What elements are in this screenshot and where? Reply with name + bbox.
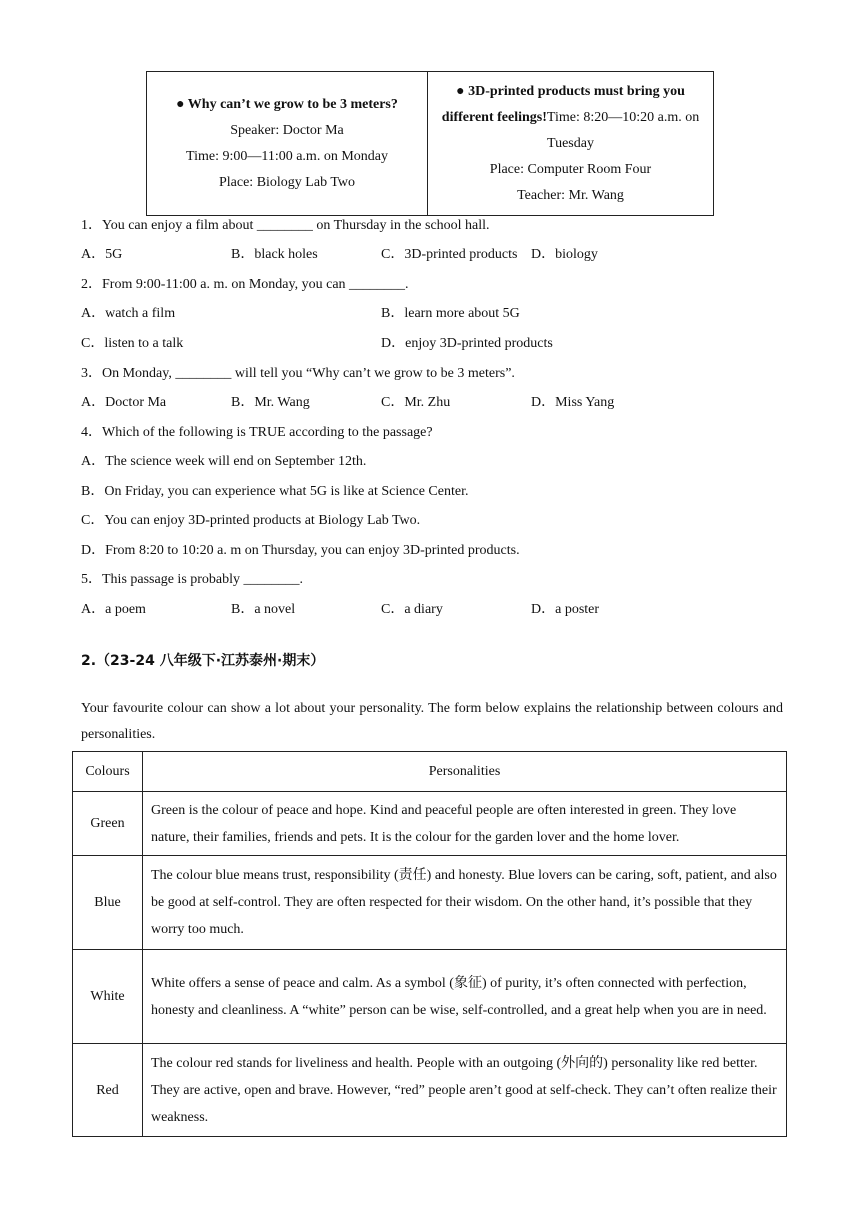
answer-option[interactable]: B．a novel: [231, 602, 296, 617]
answer-option[interactable]: C．Mr. Zhu: [381, 395, 451, 410]
answer-option[interactable]: B．black holes: [231, 247, 318, 262]
table-row: [73, 1044, 787, 1137]
question-stem: 1．You can enjoy a film about ________ on Thursday in the school hall.: [81, 218, 490, 233]
colour-cell: Blue: [73, 856, 143, 950]
answer-option[interactable]: A．5G: [81, 247, 123, 262]
colour-cell: Red: [73, 1044, 143, 1137]
event-cell-talk: [147, 72, 428, 216]
table-row: [73, 950, 787, 1044]
answer-option[interactable]: A．Doctor Ma: [81, 395, 167, 410]
answer-option[interactable]: D．enjoy 3D-printed products: [381, 336, 553, 351]
event-speaker: Speaker: Doctor Ma: [230, 122, 344, 138]
answer-option[interactable]: A．a poem: [81, 602, 146, 617]
event-title: ● 3D-printed products must bring you different feelings!: [441, 83, 685, 125]
personality-cell: Green is the colour of peace and hope. Kind and peaceful people are often interested in green. They love nature, their families, friends and pets. It is the colour for the garden lover and the home lover.: [143, 792, 787, 856]
section-heading: 2.（23-24 八年级下·江苏泰州·期末）: [81, 653, 325, 669]
event-time: Time: 9:00—11:00 a.m. on Monday: [186, 148, 388, 164]
question-stem: 2．From 9:00-11:00 a. m. on Monday, you can ________.: [81, 277, 409, 292]
answer-option[interactable]: C．a diary: [381, 602, 443, 617]
event-place: Place: Computer Room Four: [489, 161, 652, 177]
question-stem: 5．This passage is probably ________.: [81, 572, 304, 587]
column-header: Colours: [73, 752, 143, 792]
event-title: ● Why can’t we grow to be 3 meters?: [176, 96, 398, 112]
table-row: [73, 856, 787, 950]
answer-option[interactable]: D．biology: [531, 247, 598, 262]
answer-option[interactable]: D．Miss Yang: [531, 395, 615, 410]
event-cell-3d: [428, 72, 714, 216]
answer-option[interactable]: C．3D-printed products: [381, 247, 518, 262]
answer-option[interactable]: A．watch a film: [81, 306, 176, 321]
section-intro: Your favourite colour can show a lot about your personality. The form below explains the relationship between colours and personalities.: [81, 701, 783, 742]
answer-option[interactable]: C．You can enjoy 3D-printed products at Biology Lab Two.: [81, 513, 421, 528]
table-header-row: [73, 752, 787, 792]
answer-option[interactable]: B．learn more about 5G: [381, 306, 520, 321]
personality-cell: The colour red stands for liveliness and health. People with an outgoing (外向的) personality like red better. They are active, open and brave. However, “red” people aren’t good at self-check. They can’t often realize their weakness.: [143, 1044, 787, 1137]
table-row: [73, 792, 787, 856]
event-teacher: Teacher: Mr. Wang: [517, 187, 624, 203]
personality-cell: The colour blue means trust, responsibility (责任) and honesty. Blue lovers can be caring, soft, patient, and also be good at self-control. They are often respected for their wisdom. On the other hand, it’s possible that they worry too much.: [143, 856, 787, 950]
event-place: Place: Biology Lab Two: [218, 174, 356, 190]
answer-option[interactable]: C．listen to a talk: [81, 336, 184, 351]
answer-option[interactable]: A．The science week will end on September 12th.: [81, 454, 367, 469]
question-stem: 3．On Monday, ________ will tell you “Why can’t we grow to be 3 meters”.: [81, 366, 515, 381]
column-header: Personalities: [143, 752, 787, 792]
event-time: Time: 8:20—10:20 a.m. on Tuesday: [546, 109, 700, 151]
question-stem: 4．Which of the following is TRUE according to the passage?: [81, 425, 433, 440]
colour-personality-table: [72, 751, 787, 1137]
answer-option[interactable]: B．On Friday, you can experience what 5G is like at Science Center.: [81, 484, 469, 499]
answer-option[interactable]: D．From 8:20 to 10:20 a. m on Thursday, you can enjoy 3D-printed products.: [81, 543, 520, 558]
colour-cell: White: [73, 950, 143, 1044]
events-table: [146, 71, 714, 216]
answer-option[interactable]: B．Mr. Wang: [231, 395, 310, 410]
personality-cell: White offers a sense of peace and calm. As a symbol (象征) of purity, it’s often connected with perfection, honesty and cleanliness. A “white” person can be wise, self-controlled, and a great help when you are in need.: [143, 950, 787, 1044]
answer-option[interactable]: D．a poster: [531, 602, 600, 617]
colour-cell: Green: [73, 792, 143, 856]
